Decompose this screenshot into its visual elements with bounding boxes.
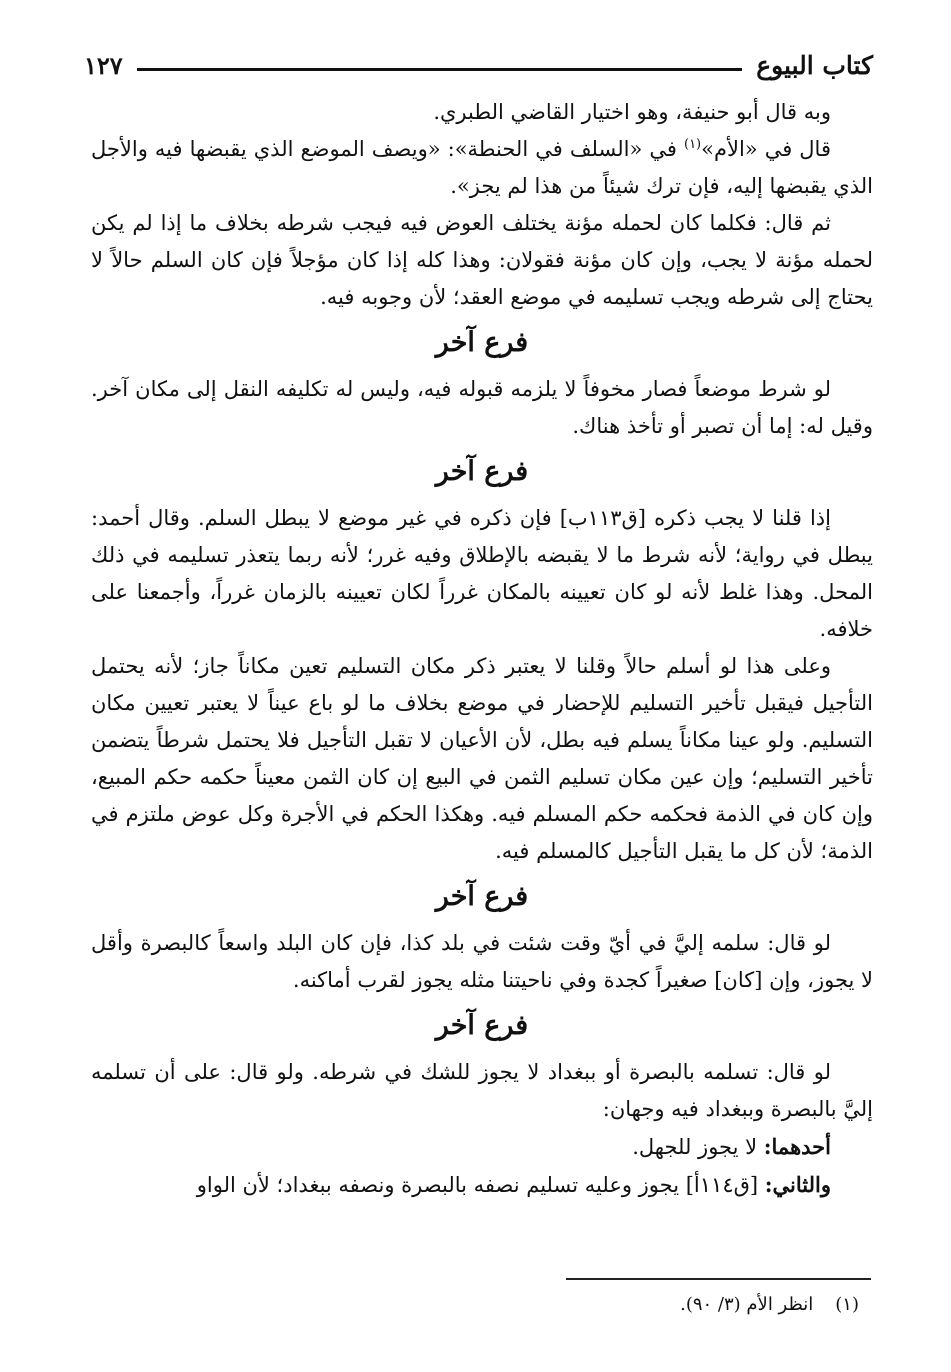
page-content [91,94,873,1204]
book-title: كتاب البيوع [756,50,873,80]
first-opinion-label: أحدهما: [763,1134,831,1159]
paragraph-1: وبه قال أبو حنيفة، وهو اختيار القاضي الطبري. [433,100,831,124]
paragraph-6: وعلى هذا لو أسلم حالاً وقلنا لا يعتبر ذكر مكان التسليم تعين مكاناً جاز؛ لأنه يحتمل التأجيل فيقبل تأخير التسليم للإحضار في موضع بخلاف ما لو باع عيناً لا يعتبر تعيين مكان التسليم. ولو عينا مكاناً يسلم فيه بطل، لأن الأعيان لا تقبل التأجيل فلا يحتمل شرطاً يتضمن تأخير التسليم؛ وإن عين مكان تسليم الثمن في البيع إن كان الثمن معيناً حكمه حكم المبيع، وإن كان في الذمة فحكمه حكم المسلم فيه. وهكذا الحكم في الأجرة وكل عوض ملتزم في الذمة؛ لأن كل ما يقبل التأجيل كالمسلم فيه. [91,654,873,863]
footnote-rule [566,1278,871,1280]
footnote-text: انظر الأم (٣/ ٩٠). [680,1294,814,1315]
paragraph-4: لو شرط موضعاً فصار مخوفاً لا يلزمه قبوله فيه، وليس له تكليفه النقل إلى مكان آخر. وقيل له: إما أن تصبر أو تأخذ هناك. [91,377,873,438]
paragraph-2-prefix: قال في «الأم» [701,137,831,161]
section-heading-4: فرع آخر [435,1010,529,1041]
first-opinion-text: لا يجوز للجهل. [632,1135,764,1159]
section-heading-1: فرع آخر [435,327,529,358]
second-opinion-label: والثاني: [764,1172,831,1197]
paragraph-2-suffix: في «السلف في الحنطة»: «ويصف الموضع الذي يقبضها فيه والأجل الذي يقبضها إليه، فإن ترك شيئاً من هذا لم يجز». [91,137,873,198]
paragraph-10 [91,1166,873,1204]
running-header [84,48,873,82]
paragraph-9 [91,1128,873,1166]
page-number: ١٢٧ [84,50,123,80]
paragraph-3: ثم قال: فكلما كان لحمله مؤنة يختلف العوض فيه فيجب شرطه بخلاف ما إذا لم يكن لحمله مؤنة لا يجب، وإن كان مؤنة فقولان: وهذا كله إذا كان مؤجلاً فإن كان السلم حالاً لا يحتاج إلى شرطه ويجب تسليمه في موضع العقد؛ لأن وجوبه فيه. [91,211,873,309]
second-opinion-text: [ق١١٤أ] يجوز وعليه تسليم نصفه بالبصرة ونصفه ببغداد؛ لأن الواو [196,1173,765,1197]
paragraph-7: لو قال: سلمه إليَّ في أيّ وقت شئت في بلد كذا، فإن كان البلد واسعاً كالبصرة وأقل لا يجوز، وإن [كان] صغيراً كجدة وفي ناحيتنا مثله يجوز لقرب أماكنه. [91,931,873,992]
header-rule [137,68,743,71]
section-heading-3: فرع آخر [435,881,529,912]
footnote-reference: (١) [683,137,702,152]
paragraph-5: إذا قلنا لا يجب ذكره [ق١١٣ب] فإن ذكره في غير موضع لا يبطل السلم. وقال أحمد: يبطل في رواية؛ لأنه شرط ما لا يقبضه بالإطلاق وفيه غرر؛ لأنه ربما يتعذر تسليمه في ذلك المحل. وهذا غلط لأنه لو كان تعيينه بالمكان غرراً لكان تعيينه بالزمان غرراً، وأجمعنا على خلافه. [91,506,873,641]
section-heading-2: فرع آخر [435,456,529,487]
footnote-number: (١) [835,1294,859,1315]
footnote [680,1294,859,1315]
paragraph-8: لو قال: تسلمه بالبصرة أو ببغداد لا يجوز للشك في شرطه. ولو قال: على أن تسلمه إليَّ بالبصرة وببغداد فيه وجهان: [91,1060,873,1121]
paragraph-2 [91,131,873,205]
